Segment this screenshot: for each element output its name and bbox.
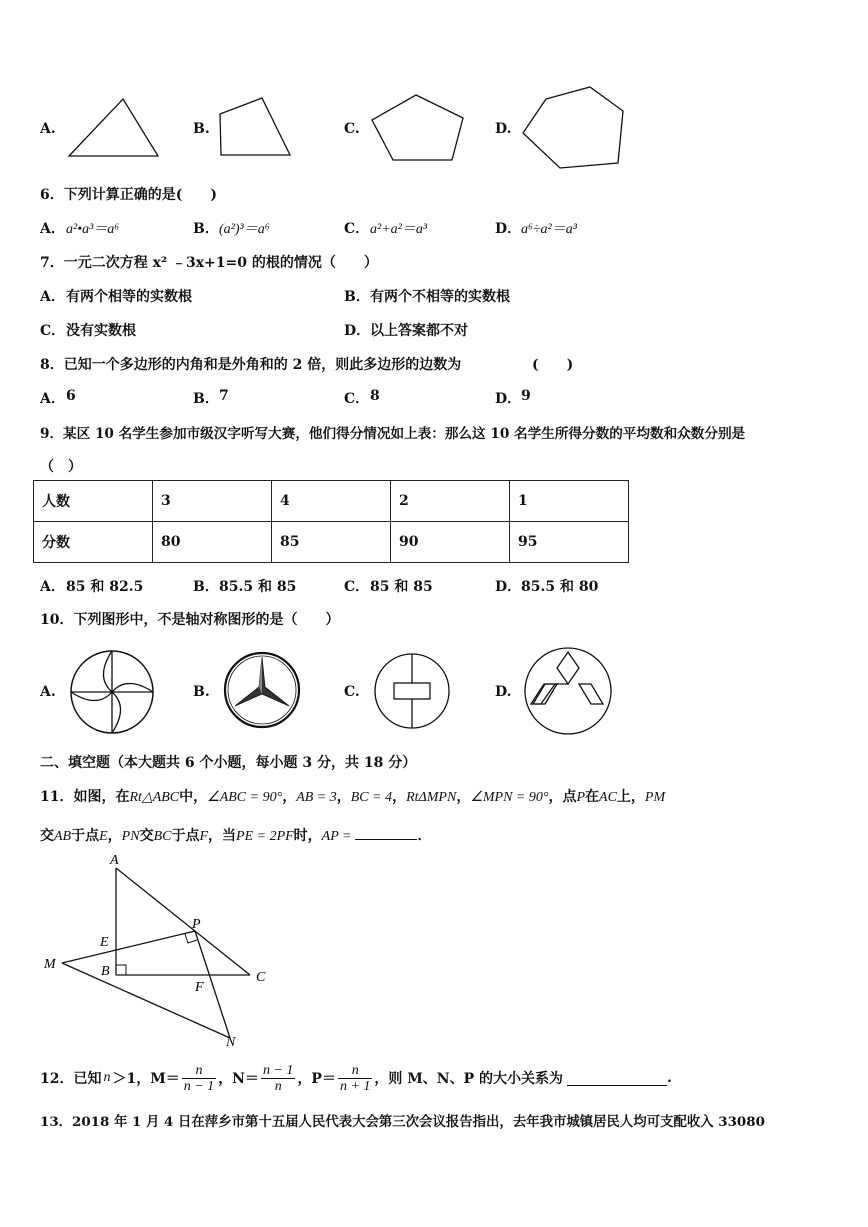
q12-fraction-n: [261, 1063, 295, 1094]
q11-math: BC: [153, 829, 172, 844]
q7-option-c-label: C．: [40, 323, 66, 339]
q11-geometry-figure: [40, 850, 280, 1050]
q11-text: ，: [456, 789, 471, 805]
q9-stem: 9．某区 10 名学生参加市级汉字听写大赛，他们得分情况如上表：那么这 10 名学生所得分数的平均数和众数分别是: [40, 426, 746, 442]
q9-score-table: [33, 480, 629, 563]
q11-math: AB: [54, 829, 72, 844]
q9-option-c-label: C．: [344, 579, 370, 595]
q9-option-a-text: 85 和 82.5: [66, 579, 144, 595]
q11-fig-label-c: C: [256, 970, 266, 985]
q5-triangle-shape: [66, 97, 162, 159]
q12-text: ，P＝: [297, 1071, 336, 1087]
q11-fig-label-p: P: [192, 917, 201, 932]
q6-option-a-label: A．: [40, 221, 65, 237]
q10-three-rhombus-figure: [523, 646, 613, 736]
q6-option-a-text: a²•a³＝a⁶: [66, 222, 120, 237]
section-2-title: 二、填空题（本大题共 6 个小题，每小题 3 分，共 18 分）: [40, 755, 417, 771]
q7-option-d-label: D．: [344, 323, 371, 339]
q10-three-point-star-figure: [223, 651, 301, 729]
q8-option-b-text: 7: [219, 388, 229, 404]
q11-math: ∠MPN = 90°: [470, 790, 549, 805]
q11-math: PN: [121, 829, 140, 844]
q13-text: 13．2018 年 1 月 4 日在萍乡市第十五届人民代表大会第三次会议报告指出，去年我市城镇居民人均可支配收入 33080: [40, 1114, 765, 1130]
q5-option-b-label: B.: [193, 121, 210, 137]
q11-answer-blank: [355, 827, 417, 840]
table-cell: 2: [391, 481, 510, 522]
q10-stem: 10．下列图形中，不是轴对称图形的是（ ）: [40, 612, 340, 628]
q8-option-d-text: 9: [521, 388, 531, 404]
q11-fig-label-b: B: [101, 964, 110, 979]
q12-answer-blank: [567, 1071, 667, 1086]
q11-math: PM: [644, 790, 666, 805]
q9-option-b-text: 85.5 和 85: [219, 579, 297, 595]
q11-math: PE = 2PF: [236, 829, 294, 844]
q11-math: ∠ABC = 90°: [207, 790, 283, 805]
q9-option-c-text: 85 和 85: [370, 579, 433, 595]
q11-text: ，: [107, 828, 122, 844]
q10-rectangle-cross-figure: [373, 652, 451, 730]
table-row: [34, 481, 629, 522]
q11-math: AC: [599, 790, 617, 805]
q11-text: 于点: [71, 828, 100, 844]
q8-option-b-label: B．: [193, 391, 219, 407]
q7-option-b-label: B．: [344, 289, 370, 305]
table-cell: 80: [153, 522, 272, 563]
q12-fraction-p: [338, 1063, 372, 1094]
q11-text: 交: [139, 828, 154, 844]
fraction-denominator: n + 1: [339, 1078, 371, 1094]
q12-text: ＞1，M＝: [112, 1071, 180, 1087]
q11-text: 时，: [293, 828, 322, 844]
q5-option-c-label: C.: [344, 121, 360, 137]
q5-hexagon-shape: [520, 85, 626, 171]
q6-option-b-label: B．: [193, 221, 219, 237]
q7-option-a-label: A．: [40, 289, 65, 305]
fraction-numerator: n: [338, 1063, 372, 1079]
q10-pinwheel-figure: [69, 649, 155, 735]
q7-option-a-text: 有两个相等的实数根: [66, 289, 192, 305]
q9-option-d-text: 85.5 和 80: [521, 579, 599, 595]
q8-option-a-text: 6: [66, 388, 76, 404]
q12-math: n: [103, 1070, 111, 1085]
table-header-cell: 人数: [34, 481, 153, 522]
fraction-numerator: n − 1: [262, 1062, 294, 1078]
q8-option-a-label: A．: [40, 391, 65, 407]
q5-option-d-label: D.: [495, 121, 512, 137]
q11-line-2: [40, 825, 431, 845]
fraction-denominator: n: [274, 1078, 282, 1094]
q7-option-d-text: 以上答案都不对: [370, 323, 468, 339]
table-header-cell: 分数: [34, 522, 153, 563]
q11-math: E: [99, 829, 108, 844]
q8-option-c-label: C．: [344, 391, 370, 407]
q8-option-d-label: D．: [495, 391, 522, 407]
q11-math: Rt△ABC: [129, 790, 180, 805]
q7-option-c-text: 没有实数根: [66, 323, 136, 339]
q11-math: P: [576, 790, 586, 805]
q9-option-d-label: D．: [495, 579, 522, 595]
q12-text: ，则 M、N、P 的大小关系为: [374, 1071, 563, 1087]
table-row: [34, 522, 629, 563]
q11-fig-label-e: E: [100, 935, 109, 950]
q11-text: 中，: [179, 789, 208, 805]
q11-fig-label-n: N: [226, 1035, 236, 1050]
q11-fig-label-a: A: [110, 853, 119, 868]
q11-math: RtΔMPN: [406, 790, 457, 805]
q10-option-d-label: D.: [495, 684, 512, 700]
q11-fig-label-m: M: [44, 957, 56, 972]
q12-line: [40, 1060, 672, 1096]
q5-quadrilateral-shape: [215, 96, 295, 160]
q10-option-a-label: A.: [40, 684, 56, 700]
q11-text: 交: [40, 828, 54, 844]
q11-math: AB = 3: [296, 790, 337, 805]
q11-text: 上，: [616, 789, 645, 805]
q9-answer-paren: （ ）: [40, 459, 82, 475]
q11-text: ，: [392, 789, 407, 805]
q12-text: .: [667, 1070, 672, 1086]
q11-math: AP =: [321, 829, 352, 844]
q11-math: F: [199, 829, 209, 844]
q6-option-d-text: a⁶÷a²＝a³: [521, 222, 577, 237]
fraction-numerator: n: [182, 1063, 216, 1079]
q9-option-a-label: A．: [40, 579, 65, 595]
q11-text: ．: [417, 828, 432, 844]
q12-fraction-m: [182, 1063, 216, 1094]
table-cell: 1: [510, 481, 629, 522]
table-cell: 95: [510, 522, 629, 563]
q11-text: 在: [585, 789, 600, 805]
q6-option-c-text: a²+a²＝a³: [370, 222, 428, 237]
q8-answer-paren: ( ): [532, 357, 574, 373]
q11-text: 11．如图，在: [40, 789, 130, 805]
q12-text: ，N＝: [218, 1071, 259, 1087]
q11-text: 于点: [171, 828, 200, 844]
q12-text: 12．已知: [40, 1071, 102, 1087]
q10-option-c-label: C.: [344, 684, 360, 700]
table-cell: 90: [391, 522, 510, 563]
q5-option-a-label: A.: [40, 121, 56, 137]
q7-stem: 7．一元二次方程 x² ﹣3x+1=0 的根的情况（ ）: [40, 255, 378, 271]
q6-stem: 6．下列计算正确的是( ): [40, 187, 217, 203]
q11-text: ，当: [208, 828, 237, 844]
table-cell: 85: [272, 522, 391, 563]
fraction-denominator: n − 1: [183, 1078, 215, 1094]
table-cell: 4: [272, 481, 391, 522]
q5-pentagon-shape: [368, 92, 468, 164]
q8-option-c-text: 8: [370, 388, 380, 404]
q7-option-b-text: 有两个不相等的实数根: [370, 289, 510, 305]
q9-option-b-label: B．: [193, 579, 219, 595]
q10-option-b-label: B.: [193, 684, 210, 700]
table-cell: 3: [153, 481, 272, 522]
q11-text: ，: [282, 789, 297, 805]
q11-text: ，: [336, 789, 351, 805]
q6-option-d-label: D．: [495, 221, 522, 237]
q11-fig-label-f: F: [195, 980, 204, 995]
q11-math: BC = 4: [350, 790, 393, 805]
q11-text: ，点: [548, 789, 577, 805]
q8-stem: 8．已知一个多边形的内角和是外角和的 2 倍，则此多边形的边数为: [40, 357, 462, 373]
q11-line-1: [40, 786, 665, 806]
q6-option-b-text: (a²)³＝a⁶: [219, 222, 270, 237]
q6-option-c-label: C．: [344, 221, 370, 237]
